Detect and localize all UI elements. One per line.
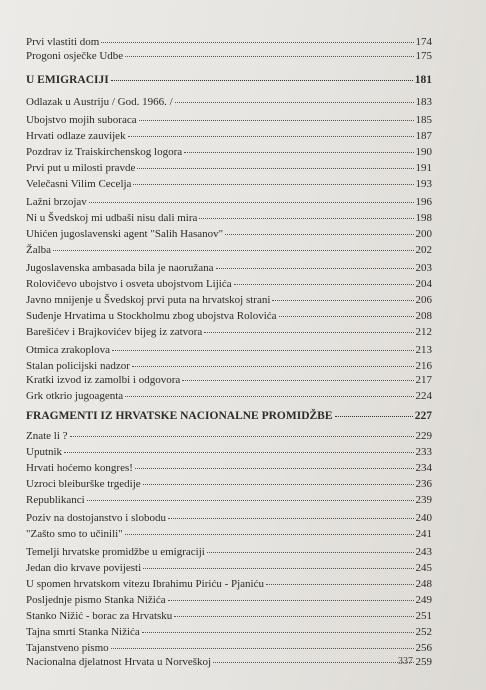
toc-entry-page: 239 <box>415 494 432 506</box>
toc-entry-title: Tajna smrti Stanka Nižića <box>26 626 140 638</box>
toc-entry-title: Velečasni Vilim Cecelja <box>26 178 132 190</box>
dot-leader <box>64 451 413 453</box>
toc-entry-title: Ubojstvo mojih suboraca <box>26 114 137 126</box>
toc-entry <box>26 494 432 507</box>
dot-leader <box>142 631 414 633</box>
toc-entry <box>26 36 432 49</box>
toc-entry-page: 216 <box>415 360 432 372</box>
toc-entry <box>26 146 432 159</box>
toc-entry-title: Uhićen jugoslavenski agent "Salih Hasanov" <box>26 228 224 240</box>
toc-entry-title: Jedan dio krvave povijesti <box>26 562 142 574</box>
toc-entry-page: 200 <box>415 228 432 240</box>
toc-entry <box>26 228 432 241</box>
toc-entry-title: Hrvati odlaze zauvijek <box>26 130 126 142</box>
toc-entry-page: 213 <box>415 344 432 356</box>
toc-entry <box>26 642 432 655</box>
dot-leader <box>137 167 413 169</box>
toc-entry <box>26 594 432 607</box>
toc-entry-title: Grk otkrio jugoagenta <box>26 390 124 402</box>
toc-entry-title: Otmica zrakoplova <box>26 344 110 356</box>
dot-leader <box>266 583 414 585</box>
dot-leader <box>182 379 413 381</box>
toc-entry-title: Znate li ? <box>26 430 68 442</box>
dot-leader <box>175 101 414 103</box>
toc-entry-page: 175 <box>415 50 432 62</box>
toc-entry <box>26 390 432 403</box>
toc-entry-title: Uzroci bleiburške trgedije <box>26 478 141 490</box>
toc-entry-page: 206 <box>415 294 432 306</box>
dot-leader <box>125 533 414 535</box>
toc-entry <box>26 374 432 387</box>
toc-entry-title: Suđenje Hrvatima u Stockholmu zbog ubojstva Rolovića <box>26 310 277 322</box>
toc-entry-title: Poziv na dostojanstvo i slobodu <box>26 512 166 524</box>
dot-leader <box>132 365 414 367</box>
toc-entry <box>26 178 432 191</box>
dot-leader <box>272 299 413 301</box>
dot-leader <box>207 551 414 553</box>
toc-entry-title: U EMIGRACIJI <box>26 74 109 86</box>
toc-entry-page: 204 <box>415 278 432 290</box>
dot-leader <box>125 395 413 397</box>
toc-entry-page: 227 <box>414 410 432 422</box>
toc-entry-page: 208 <box>415 310 432 322</box>
toc-entry-page: 224 <box>415 390 432 402</box>
toc-entry-page: 198 <box>415 212 432 224</box>
toc-entry-title: U spomen hrvatskom vitezu Ibrahimu Piriću - Pjaniću <box>26 578 264 590</box>
toc-entry-title: Prvi vlastiti dom <box>26 36 100 48</box>
toc-entry-page: 185 <box>415 114 432 126</box>
toc-entry <box>26 578 432 591</box>
toc-entry <box>26 656 432 669</box>
toc-entry-page: 196 <box>415 196 432 208</box>
dot-leader <box>143 567 413 569</box>
toc-entry-page: 240 <box>415 512 432 524</box>
toc-entry-page: 256 <box>415 642 432 654</box>
dot-leader <box>216 267 414 269</box>
toc-entry <box>26 162 432 175</box>
toc-entry-page: 234 <box>415 462 432 474</box>
toc-entry-title: Tajanstveno pismo <box>26 642 109 654</box>
toc-entry-title: Barešićev i Brajkovićev bijeg iz zatvora <box>26 326 203 338</box>
toc-entry-title: Uputnik <box>26 446 63 458</box>
toc-entry-page: 181 <box>414 74 432 86</box>
toc-entry-title: Nacionalna djelatnost Hrvata u Norveškoj <box>26 656 212 668</box>
page-number: 337 <box>398 656 413 667</box>
dot-leader <box>199 217 413 219</box>
toc-entry <box>26 462 432 475</box>
toc-entry-page: 187 <box>415 130 432 142</box>
dot-leader <box>135 467 414 469</box>
toc-entry <box>26 130 432 143</box>
toc-entry <box>26 278 432 291</box>
toc-entry <box>26 562 432 575</box>
dot-leader <box>70 435 414 437</box>
dot-leader <box>225 233 413 235</box>
toc-entry-title: Republikanci <box>26 494 85 506</box>
dot-leader <box>174 615 413 617</box>
toc-entry-page: 212 <box>415 326 432 338</box>
toc-entry <box>26 626 432 639</box>
toc-entry <box>26 478 432 491</box>
toc-entry-title: Stalan policijski nadzor <box>26 360 130 372</box>
toc-entry-page: 191 <box>415 162 432 174</box>
toc-entry-page: 252 <box>415 626 432 638</box>
toc-entry <box>26 96 432 109</box>
toc-entry-title: Odlazak u Austriju / God. 1966. / <box>26 96 173 108</box>
dot-leader <box>111 647 414 649</box>
toc-entry <box>26 512 432 525</box>
toc-entry-page: 249 <box>415 594 432 606</box>
toc-entry <box>26 344 432 357</box>
toc-entry-page: 241 <box>415 528 432 540</box>
toc-entry-title: Pozdrav iz Traiskirchenskog logora <box>26 146 183 158</box>
toc-entry-title: Rolovičevo ubojstvo i osveta ubojstvom Lijića <box>26 278 232 290</box>
toc-entry-title: Javno mnijenje u Švedskoj prvi puta na hrvatskoj strani <box>26 294 271 306</box>
toc-section-heading <box>26 74 432 87</box>
toc-entry <box>26 196 432 209</box>
toc-entry <box>26 610 432 623</box>
toc-entry <box>26 528 432 541</box>
dot-leader <box>335 415 413 417</box>
toc-entry-title: FRAGMENTI IZ HRVATSKE NACIONALNE PROMIDŽBE <box>26 410 333 422</box>
toc-entry-title: "Zašto smo to učinili" <box>26 528 123 540</box>
dot-leader <box>128 135 414 137</box>
dot-leader <box>125 55 413 57</box>
dot-leader <box>139 119 414 121</box>
dot-leader <box>87 499 414 501</box>
toc-entry <box>26 430 432 443</box>
dot-leader <box>53 249 413 251</box>
toc-entry-page: 229 <box>415 430 432 442</box>
toc-entry-page: 193 <box>415 178 432 190</box>
toc-entry-title: Temelji hrvatske promidžbe u emigraciji <box>26 546 205 558</box>
toc-entry-title: Hrvati hoćemo kongres! <box>26 462 133 474</box>
dot-leader <box>168 517 414 519</box>
toc-entry-page: 203 <box>415 262 432 274</box>
toc-entry-page: 233 <box>415 446 432 458</box>
toc-entry-page: 245 <box>415 562 432 574</box>
dot-leader <box>168 599 414 601</box>
toc-entry <box>26 50 432 63</box>
toc-entry <box>26 294 432 307</box>
toc-entry-page: 217 <box>415 374 432 386</box>
toc-entry <box>26 360 432 373</box>
toc-entry-page: 243 <box>415 546 432 558</box>
dot-leader <box>184 151 413 153</box>
toc-entry-title: Jugoslavenska ambasada bila je naoružana <box>26 262 214 274</box>
dot-leader <box>279 315 414 317</box>
dot-leader <box>89 201 414 203</box>
toc-entry <box>26 262 432 275</box>
toc-entry-title: Stanko Nižić - borac za Hrvatsku <box>26 610 173 622</box>
dot-leader <box>143 483 414 485</box>
toc-entry-page: 174 <box>415 36 432 48</box>
dot-leader <box>204 331 413 333</box>
toc-entry-page: 183 <box>415 96 432 108</box>
toc-entry-title: Kratki izvod iz zamolbi i odgovora <box>26 374 181 386</box>
toc-entry-page: 202 <box>415 244 432 256</box>
toc-entry-title: Lažni brzojav <box>26 196 87 208</box>
toc-entry <box>26 546 432 559</box>
dot-leader <box>111 79 413 81</box>
toc-entry-page: 236 <box>415 478 432 490</box>
toc-entry <box>26 326 432 339</box>
toc-entry <box>26 244 432 257</box>
dot-leader <box>213 661 413 663</box>
toc-entry-page: 248 <box>415 578 432 590</box>
dot-leader <box>112 349 414 351</box>
toc-entry-title: Ni u Švedskoj mi udbaši nisu dali mira <box>26 212 198 224</box>
toc-entry <box>26 310 432 323</box>
toc-section-heading <box>26 410 432 423</box>
toc-entry-page: 251 <box>415 610 432 622</box>
toc-entry <box>26 446 432 459</box>
toc-entry-title: Žalba <box>26 244 52 256</box>
toc-entry-title: Progoni osječke Udbe <box>26 50 124 62</box>
dot-leader <box>234 283 414 285</box>
dot-leader <box>133 183 413 185</box>
toc-entry-page: 190 <box>415 146 432 158</box>
dot-leader <box>101 41 413 43</box>
toc-entry-page: 259 <box>415 656 432 668</box>
toc-entry-title: Prvi put u milosti pravde <box>26 162 136 174</box>
toc-entry <box>26 212 432 225</box>
toc-entry-title: Posljednje pismo Stanka Nižića <box>26 594 166 606</box>
toc-entry <box>26 114 432 127</box>
